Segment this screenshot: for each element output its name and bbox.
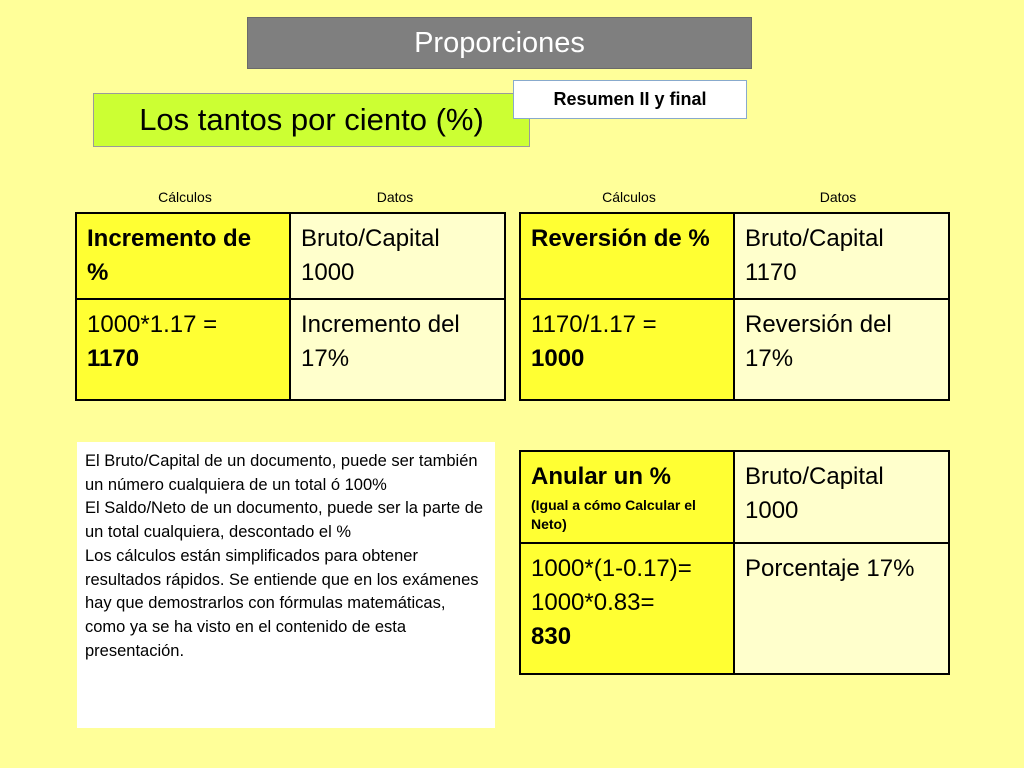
increment-calc-result: 1170 xyxy=(87,345,140,372)
increment-calc-cell xyxy=(76,299,290,400)
increment-head-label: Incremento de % xyxy=(76,213,290,299)
cancel-table xyxy=(519,450,950,675)
cancel-head-note: (Igual a cómo Calcular el Neto) xyxy=(531,497,696,532)
cancel-head-label: Anular un % xyxy=(531,463,672,490)
slide-title: Proporciones xyxy=(247,17,752,69)
reversion-calc-cell xyxy=(520,299,734,400)
reversion-head-label: Reversión de % xyxy=(520,213,734,299)
note-paragraph-3: Los cálculos están simplificados para obtener resultados rápidos. Se entiende que en los exámenes hay que demostrarlos con fórmulas matemáticas, como ya se ha visto en el contenido de esta presentación. xyxy=(85,546,479,660)
reversion-calc-formula: 1170/1.17 = xyxy=(531,311,657,338)
increment-data-desc: Incremento del 17% xyxy=(290,299,505,400)
notes-box xyxy=(77,442,495,728)
cancel-head-cell xyxy=(520,451,734,543)
cancel-calc-result: 830 xyxy=(531,623,572,650)
increment-head-data: Bruto/Capital 1000 xyxy=(290,213,505,299)
right-data-label: Datos xyxy=(819,189,857,205)
note-paragraph-1: El Bruto/Capital de un documento, puede ser también un número cualquiera de un total ó 100% xyxy=(85,452,478,494)
reversion-calc-result: 1000 xyxy=(531,345,585,372)
cancel-calc-line2: 1000*0.83= xyxy=(531,589,655,616)
left-data-label: Datos xyxy=(376,189,414,205)
note-paragraph-2: El Saldo/Neto de un documento, puede ser la parte de un total cualquiera, descontado el % xyxy=(85,499,484,542)
section-subtitle: Los tantos por ciento (%) xyxy=(93,93,530,147)
cancel-calc-line1: 1000*(1-0.17)= xyxy=(531,555,692,582)
increment-table xyxy=(75,212,506,401)
cancel-calc-cell xyxy=(520,543,734,674)
cancel-head-data: Bruto/Capital 1000 xyxy=(734,451,949,543)
cancel-data-desc: Porcentaje 17% xyxy=(734,543,949,674)
reversion-table xyxy=(519,212,950,401)
increment-calc-formula: 1000*1.17 = xyxy=(87,311,218,338)
left-calc-label: Cálculos xyxy=(158,189,212,205)
reversion-head-data: Bruto/Capital 1170 xyxy=(734,213,949,299)
reversion-data-desc: Reversión del 17% xyxy=(734,299,949,400)
right-calc-label: Cálculos xyxy=(602,189,656,205)
summary-badge: Resumen II y final xyxy=(513,80,747,119)
